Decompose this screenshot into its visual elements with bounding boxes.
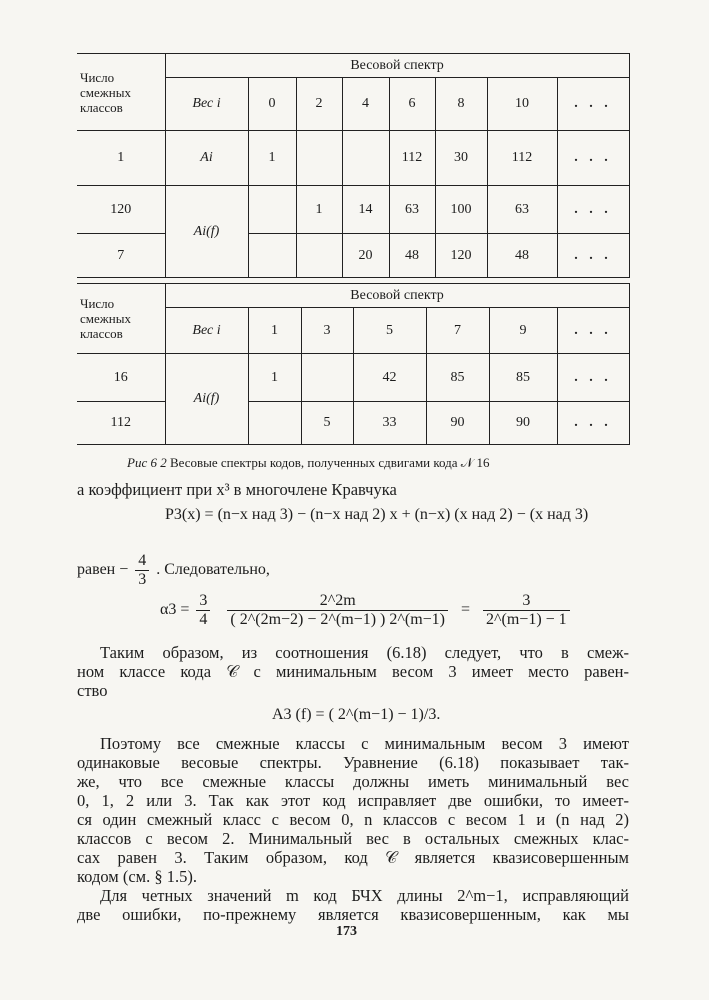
table-cell: 112 bbox=[487, 131, 557, 186]
table-cell bbox=[296, 131, 342, 186]
table-cell: 1 bbox=[248, 354, 301, 402]
table-cell: 63 bbox=[389, 186, 435, 234]
paragraph-line: сах равен 3. Таким образом, код 𝒞 является квазисовершенным bbox=[77, 848, 629, 867]
caption-label: Рис 6 2 bbox=[127, 455, 167, 470]
table-cell bbox=[248, 402, 301, 445]
weight-cell: 7 bbox=[426, 308, 489, 354]
table-cell: 48 bbox=[389, 234, 435, 278]
weight-cell: 3 bbox=[301, 308, 353, 354]
weight-spectrum-table-even bbox=[77, 53, 630, 278]
table-cell bbox=[342, 131, 389, 186]
weight-cell: 5 bbox=[353, 308, 426, 354]
row-count: 1 bbox=[77, 131, 165, 186]
weight-cell: 4 bbox=[342, 78, 389, 131]
fraction-denominator: ( 2^(2m−2) − 2^(m−1) ) 2^(m−1) bbox=[230, 611, 445, 628]
paragraph-line: же, что все смежные классы должны иметь минимальный вес bbox=[77, 772, 629, 791]
paragraph-line: Поэтому все смежные классы с минимальным весом 3 имеют bbox=[100, 734, 629, 753]
row-count: 120 bbox=[77, 186, 165, 234]
alpha-label: α3 = bbox=[160, 601, 190, 619]
table-cell bbox=[301, 354, 353, 402]
figure-caption bbox=[127, 455, 490, 471]
caption-text: Весовые спектры кодов, полученных сдвигами кода 𝒩 16 bbox=[169, 455, 490, 470]
table-cell: 5 bbox=[301, 402, 353, 445]
weight-label: Вес i bbox=[165, 308, 248, 354]
paragraph-line: ном классе кода 𝒞 с минимальным весом 3 имеет место равен- bbox=[77, 662, 629, 681]
fraction-denominator: 2^(m−1) − 1 bbox=[486, 611, 567, 628]
table-cell: . . . bbox=[557, 131, 629, 186]
paragraph-line: ся один смежный класс с весом 0, n классов с весом 1 и (n над 2) bbox=[77, 810, 629, 829]
spectrum-header: Весовой спектр bbox=[165, 284, 629, 308]
row-label: Ai(f) bbox=[165, 354, 248, 445]
row-label: Ai bbox=[165, 131, 248, 186]
table-cell bbox=[296, 234, 342, 278]
table-cell: 1 bbox=[248, 131, 296, 186]
table-cell: 14 bbox=[342, 186, 389, 234]
table-cell: 63 bbox=[487, 186, 557, 234]
row-label: Ai(f) bbox=[165, 186, 248, 278]
table-cell: 100 bbox=[435, 186, 487, 234]
weight-cell: 9 bbox=[489, 308, 557, 354]
weight-spectrum-table-odd bbox=[77, 283, 630, 445]
table-cell: 1 bbox=[296, 186, 342, 234]
paragraph-line: Для четных значений m код БЧХ длины 2^m−1, исправляющий bbox=[100, 886, 629, 905]
table-cell: 42 bbox=[353, 354, 426, 402]
table-cell: 20 bbox=[342, 234, 389, 278]
spectrum-header: Весовой спектр bbox=[165, 54, 629, 78]
weight-label: Вес i bbox=[165, 78, 248, 131]
table-cell: . . . bbox=[557, 234, 629, 278]
weight-cell: . . . bbox=[557, 308, 629, 354]
table-cell: 90 bbox=[426, 402, 489, 445]
fraction-numerator: 2^2m bbox=[227, 592, 448, 611]
ratio-sentence bbox=[77, 552, 270, 589]
fraction bbox=[135, 552, 149, 589]
table-cell: 90 bbox=[489, 402, 557, 445]
paragraph-line: 0, 1, 2 или 3. Так как этот код исправляет две ошибки, то имеет- bbox=[77, 791, 629, 810]
table-cell: 48 bbox=[487, 234, 557, 278]
table-cell: 33 bbox=[353, 402, 426, 445]
table-cell: 112 bbox=[389, 131, 435, 186]
paragraph-line: ство bbox=[77, 681, 108, 700]
fraction-numerator: 3 bbox=[196, 592, 210, 611]
row-count: 7 bbox=[77, 234, 165, 278]
fraction-denominator: 3 bbox=[138, 571, 147, 588]
row-count: 16 bbox=[77, 354, 165, 402]
fraction bbox=[483, 592, 570, 629]
table-cell: 30 bbox=[435, 131, 487, 186]
text-fragment: . Следовательно, bbox=[156, 561, 270, 579]
a3-formula: A3 (f) = ( 2^(m−1) − 1)/3. bbox=[272, 706, 441, 723]
table-cell bbox=[248, 234, 296, 278]
weight-cell: 8 bbox=[435, 78, 487, 131]
classes-count-header: Число смежных классов bbox=[77, 54, 165, 131]
table-cell: . . . bbox=[557, 186, 629, 234]
weight-cell: 2 bbox=[296, 78, 342, 131]
fraction-denominator: 4 bbox=[199, 611, 208, 628]
table-cell: 85 bbox=[489, 354, 557, 402]
text-line: а коэффициент при x³ в многочлене Кравчука bbox=[77, 480, 397, 499]
paragraph-line: кодом (см. § 1.5). bbox=[77, 867, 197, 886]
fraction bbox=[196, 592, 210, 629]
table-cell: . . . bbox=[557, 354, 629, 402]
table-cell: . . . bbox=[557, 402, 629, 445]
paragraph-line: одинаковые весовые спектры. Уравнение (6.18) показывает так- bbox=[77, 753, 629, 772]
classes-count-header: Число смежных классов bbox=[77, 284, 165, 354]
alpha-formula: α3 = $\frac{3}{4}$ $\frac{2\^{}2m}{( 2\^{}(2m-2) - 2\^{}(m-1) ) 2\^{}(m-1)}$ = $\frac{3}{2\^{}(m-1) - 1}$ bbox=[160, 592, 573, 629]
row-count: 112 bbox=[77, 402, 165, 445]
fraction bbox=[227, 592, 448, 629]
weight-cell: . . . bbox=[557, 78, 629, 131]
table-cell: 85 bbox=[426, 354, 489, 402]
weight-cell: 1 bbox=[248, 308, 301, 354]
text-fragment: равен − bbox=[77, 561, 129, 579]
page-number: 173 bbox=[336, 924, 357, 939]
weight-cell: 6 bbox=[389, 78, 435, 131]
fraction-numerator: 4 bbox=[135, 552, 149, 571]
paragraph-line: две ошибки, по-прежнему является квазисовершенным, как мы bbox=[77, 905, 629, 924]
paragraph-line: Таким образом, из соотношения (6.18) следует, что в смеж- bbox=[100, 643, 629, 662]
weight-cell: 0 bbox=[248, 78, 296, 131]
paragraph-line: классов с весом 2. Минимальный вес в остальных смежных клас- bbox=[77, 829, 629, 848]
table-cell: 120 bbox=[435, 234, 487, 278]
kravchuk-formula: P3(x) = (n−x над 3) − (n−x над 2) x + (n−x) (x над 2) − (x над 3) bbox=[165, 506, 589, 523]
table-cell bbox=[248, 186, 296, 234]
fraction-numerator: 3 bbox=[483, 592, 570, 611]
weight-cell: 10 bbox=[487, 78, 557, 131]
